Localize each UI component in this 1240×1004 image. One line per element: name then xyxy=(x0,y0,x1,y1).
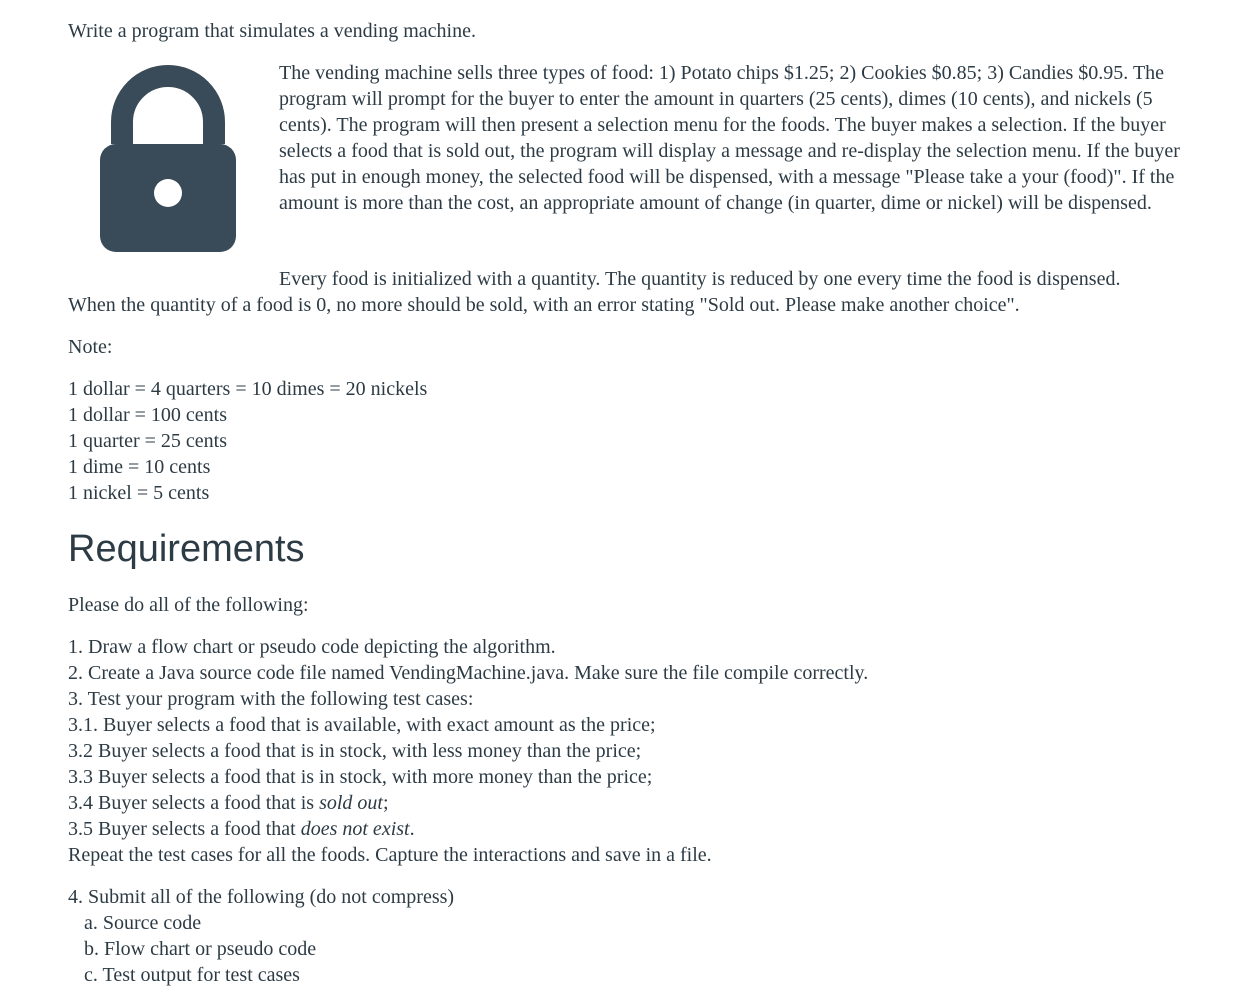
step-1: 1. Draw a flow chart or pseudo code depicting the algorithm. xyxy=(68,636,556,658)
note-label: Note: xyxy=(68,336,113,358)
conversion-list xyxy=(68,376,1198,506)
test-case-3-4 xyxy=(68,790,1198,816)
conversion-item: 1 nickel = 5 cents xyxy=(68,482,210,504)
submit-item: a. Source code xyxy=(84,912,202,934)
lock-icon-wrapper xyxy=(68,60,279,250)
test-case-3-4-text: 3.4 Buyer selects a food that is xyxy=(68,792,320,814)
requirements-intro: Please do all of the following: xyxy=(68,594,309,616)
submit-heading: 4. Submit all of the following (do not compress) xyxy=(68,886,455,908)
quantity-line-2: When the quantity of a food is 0, no more should be sold, with an error stating "Sold out. Please make another choice". xyxy=(68,294,1020,316)
submit-item: c. Test output for test cases xyxy=(84,964,300,986)
requirements-steps xyxy=(68,634,1198,868)
test-case-3-5 xyxy=(68,816,1198,842)
requirements-heading: Requirements xyxy=(68,528,305,570)
test-case-3-4-suffix: ; xyxy=(382,792,389,814)
conversion-item: 1 dime = 10 cents xyxy=(68,456,211,478)
submit-block xyxy=(68,884,1198,988)
description-block xyxy=(68,60,1198,250)
does-not-exist-emphasis: does not exist xyxy=(300,818,410,840)
lock-icon xyxy=(100,64,236,252)
conversion-item: 1 dollar = 4 quarters = 10 dimes = 20 nickels xyxy=(68,378,428,400)
test-case-3-3: 3.3 Buyer selects a food that is in stock, with more money than the price; xyxy=(68,766,653,788)
repeat-instruction: Repeat the test cases for all the foods. Capture the interactions and save in a file. xyxy=(68,844,712,866)
step-3: 3. Test your program with the following test cases: xyxy=(68,688,474,710)
conversion-item: 1 dollar = 100 cents xyxy=(68,404,228,426)
quantity-paragraph xyxy=(68,266,1198,318)
sold-out-emphasis: sold out xyxy=(319,792,383,814)
step-2: 2. Create a Java source code file named VendingMachine.java. Make sure the file compile correctly. xyxy=(68,662,869,684)
submit-item: b. Flow chart or pseudo code xyxy=(84,938,317,960)
test-case-3-5-text: 3.5 Buyer selects a food that xyxy=(68,818,301,840)
test-case-3-5-suffix: . xyxy=(409,818,415,840)
intro-line: Write a program that simulates a vending machine. xyxy=(68,20,476,42)
description-text: The vending machine sells three types of food: 1) Potato chips $1.25; 2) Cookies $0.85; 3) Candies $0.95. The program will prompt for the buyer to enter the amount in quarters (25 cents), dimes (10 cents), and nickels (5 cents). The program will then present a selection menu for the foods. The buyer makes a selection. If the buyer selects a food that is sold out, the program will display a message and re-display the selection menu. If the buyer has put in enough money, the selected food will be dispensed, with a message "Please take a your (food)". If the amount is more than the cost, an appropriate amount of change (in quarter, dime or nickel) will be dispensed. xyxy=(279,62,1180,214)
assignment-content xyxy=(68,18,1198,1004)
quantity-line-1: Every food is initialized with a quantity. The quantity is reduced by one every time the food is dispensed. xyxy=(279,268,1121,290)
test-case-3-1: 3.1. Buyer selects a food that is available, with exact amount as the price; xyxy=(68,714,656,736)
test-case-3-2: 3.2 Buyer selects a food that is in stock, with less money than the price; xyxy=(68,740,642,762)
conversion-item: 1 quarter = 25 cents xyxy=(68,430,228,452)
